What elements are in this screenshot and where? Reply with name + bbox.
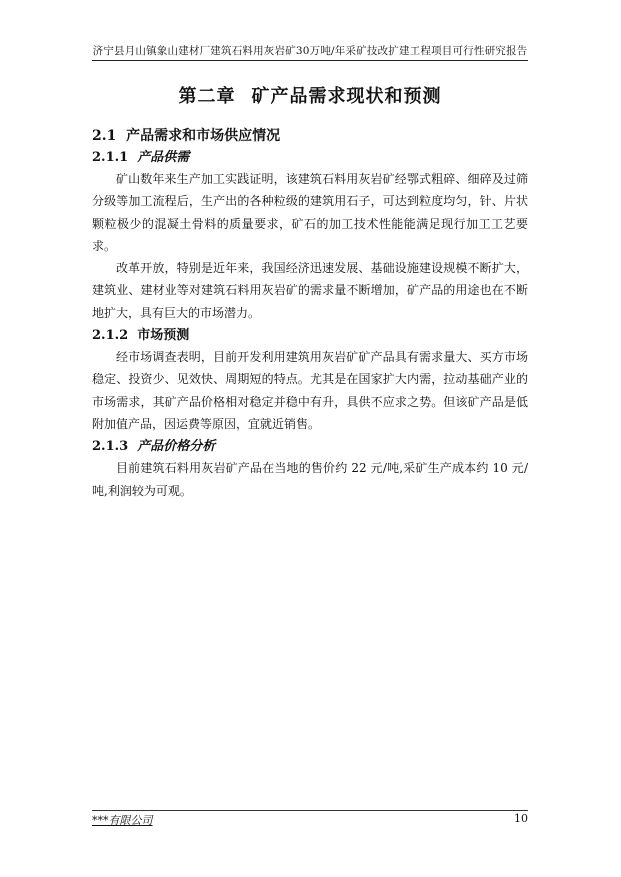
- running-header: 济宁县月山镇象山建材厂建筑石料用灰岩矿30万吨/年采矿技改扩建工程项目可行性研究报告: [92, 45, 528, 57]
- footer-divider: [92, 810, 528, 811]
- paragraph: 矿山数年来生产加工实践证明，该建筑石料用灰岩矿经鄂式粗碎、细碎及过筛分级等加工流程后，生产出的各种粒级的建筑用石子，可达到粒度均匀，针、片状颗粒极少的混凝土骨料的质量要求，矿石的加工技术性能能满足现行加工工艺要求。: [92, 172, 528, 253]
- section-heading: [92, 126, 528, 146]
- footer-company: ***有限公司: [92, 814, 153, 827]
- subsection-heading-forecast: [92, 326, 528, 346]
- subsection-title: 市场预测: [137, 328, 190, 344]
- subsection-title: 产品价格分析: [137, 439, 216, 455]
- subsection-number: 2.1.3: [92, 439, 129, 455]
- chapter-name: 矿产品需求现状和预测: [251, 86, 442, 107]
- section-title: 产品需求和市场供应情况: [126, 128, 281, 144]
- subsection-heading-price: [92, 437, 528, 457]
- paragraph: 目前建筑石料用灰岩矿产品在当地的售价约 22 元/吨,采矿生产成本约 10 元/吨,利润较为可观。: [92, 461, 528, 498]
- subsection-number: 2.1.2: [92, 328, 129, 344]
- paragraph: 改革开放，特别是近年来，我国经济迅速发展、基础设施建设规模不断扩大，建筑业、建材业等对建筑石料用灰岩矿的需求量不断增加，矿产品的用途也在不断地扩大，具有巨大的市场潜力。: [92, 261, 528, 320]
- section-number: 2.1: [92, 128, 117, 144]
- page-number: 10: [514, 812, 528, 825]
- page-body: [92, 84, 528, 502]
- chapter-title: [92, 84, 528, 110]
- subsection-heading-supply: [92, 148, 528, 168]
- paragraph: 经市场调查表明，目前开发利用建筑用灰岩矿矿产品具有需求量大、买方市场稳定、投资少、见效快、周期短的特点。尤其是在国家扩大内需，拉动基础产业的市场需求，其矿产品价格相对稳定并稳中有升，具供不应求之势。但该矿产品是低附加值产品，因运费等原因，宜就近销售。: [92, 350, 528, 431]
- chapter-number: 第二章: [178, 86, 236, 107]
- subsection-title: 产品供需: [137, 150, 190, 165]
- subsection-number: 2.1.1: [92, 150, 129, 165]
- header-divider: [92, 60, 528, 61]
